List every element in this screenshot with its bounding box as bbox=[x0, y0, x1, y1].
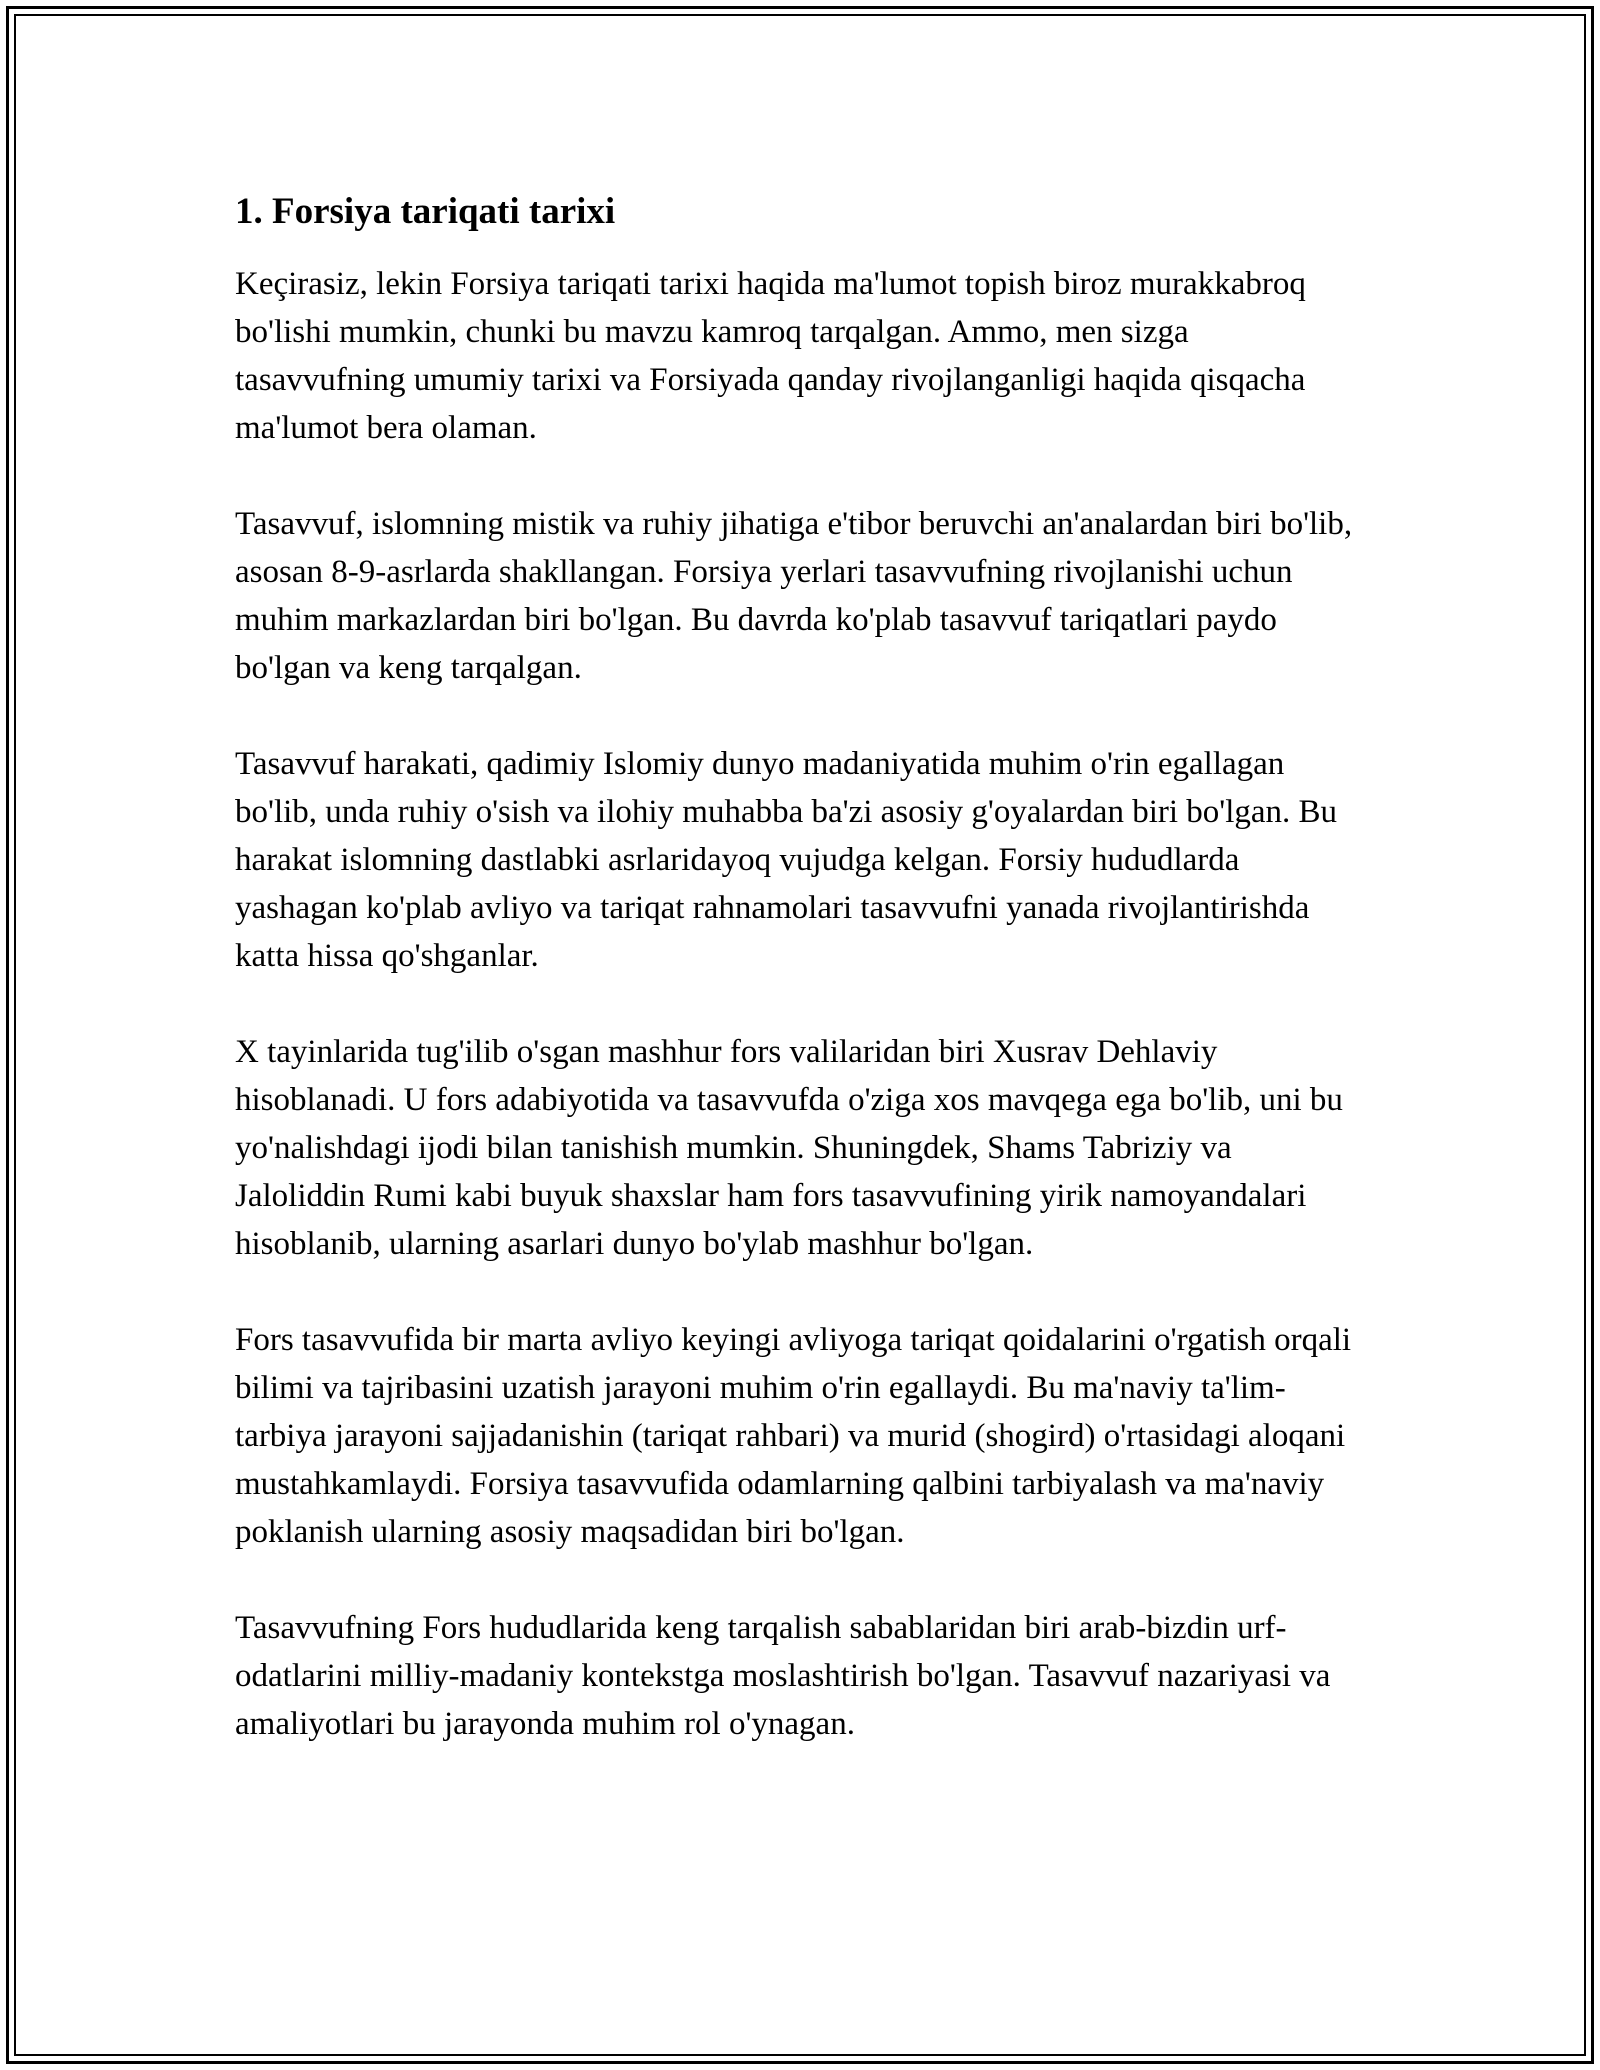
paragraph-1: Keçirasiz, lekin Forsiya tariqati tarixi haqida ma'lumot topish biroz murakkabroq bo'lishi mumkin, chunki bu mavzu kamroq tarqalgan. Ammo, men sizga tasavvufning umumiy tarixi va Forsiyada qanday rivojlanganligi haqida qisqacha ma'lumot bera olaman. bbox=[235, 266, 1306, 446]
section-heading: 1. Forsiya tariqati tarixi bbox=[235, 191, 616, 232]
document-body bbox=[235, 190, 1365, 1796]
paragraph-3: Tasavvuf harakati, qadimiy Islomiy dunyo madaniyatida muhim o'rin egallagan bo'lib, unda ruhiy o'sish va ilohiy muhabba ba'zi asosiy g'oyalardan biri bo'lgan. Bu harakat islomning dastlabki asrlaridayoq vujudga kelgan. Forsiy hududlarda yashagan ko'plab avliyo va tariqat rahnamolari tasavvufni yanada rivojlantirishda katta hissa qo'shganlar. bbox=[235, 746, 1338, 974]
paragraph-4: X tayinlarida tug'ilib o'sgan mashhur fors valilaridan biri Xusrav Dehlaviy hisoblanadi. U fors adabiyotida va tasavvufda o'ziga xos mavqega ega bo'lib, uni bu yo'nalishdagi ijodi bilan tanishish mumkin. Shuningdek, Shams Tabriziy va Jaloliddin Rumi kabi buyuk shaxslar ham fors tasavvufining yirik namoyandalari hisoblanib, ularning asarlari dunyo bo'ylab mashhur bo'lgan. bbox=[235, 1034, 1343, 1262]
paragraph-5: Fors tasavvufida bir marta avliyo keyingi avliyoga tariqat qoidalarini o'rgatish orqali bilimi va tajribasini uzatish jarayoni muhim o'rin egallaydi. Bu ma'naviy ta'lim-tarbiya jarayoni sajjadanishin (tariqat rahbari) va murid (shogird) o'rtasidagi aloqani mustahkamlaydi. Forsiya tasavvufida odamlarning qalbini tarbiyalash va ma'naviy poklanish ularning asosiy maqsadidan biri bo'lgan. bbox=[235, 1322, 1352, 1550]
paragraph-6: Tasavvufning Fors hududlarida keng tarqalish sabablaridan biri arab-bizdin urf-odatlarini milliy-madaniy kontekstga moslashtirish bo'lgan. Tasavvuf nazariyasi va amaliyotlari bu jarayonda muhim rol o'ynagan. bbox=[235, 1610, 1331, 1742]
paragraph-2: Tasavvuf, islomning mistik va ruhiy jihatiga e'tibor beruvchi an'analardan biri bo'lib, asosan 8-9-asrlarda shakllangan. Forsiya yerlari tasavvufning rivojlanishi uchun muhim markazlardan biri bo'lgan. Bu davrda ko'plab tasavvuf tariqatlari paydo bo'lgan va keng tarqalgan. bbox=[235, 506, 1353, 686]
